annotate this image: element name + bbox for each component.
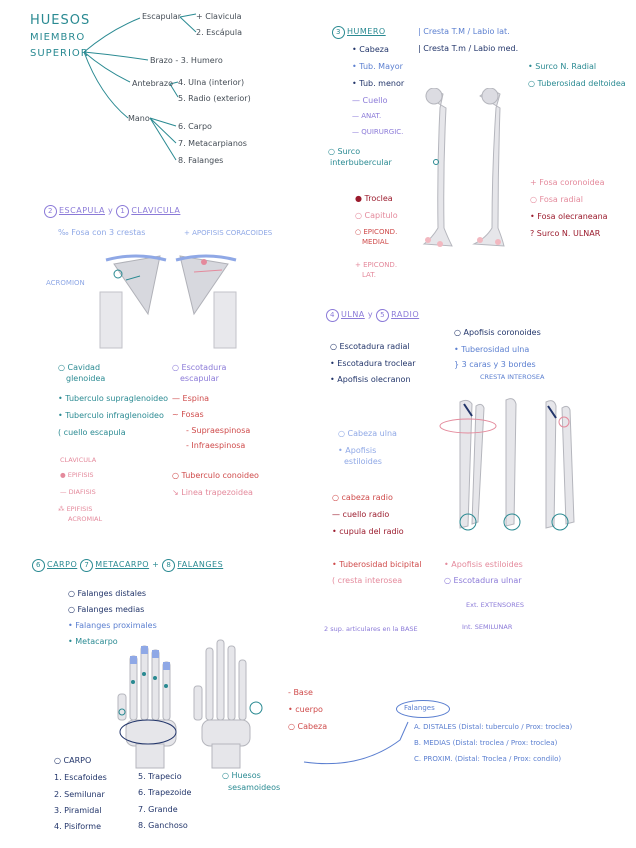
humero-surco-2: interbubercular (330, 158, 392, 167)
carpo-trapecio: 5. Trapecio (138, 772, 182, 781)
tree-antebrazo: Antebrazo (132, 79, 173, 88)
ulna-olecranon: • Apofisis olecranon (330, 375, 411, 384)
mano-falanges-medias: ○ Falanges medias (68, 605, 145, 614)
escapula-cuello: ( cuello escapula (58, 428, 126, 437)
mano-falanges-distales: ○ Falanges distales (68, 589, 147, 598)
humero-crest-med: | Cresta T.m / Labio med. (418, 44, 519, 53)
radio-art-base: 2 sup. articulares en la BASE (324, 625, 418, 633)
escapula-fosas: ~ Fosas (172, 410, 204, 419)
ulna-caras-bordes: } 3 caras y 3 bordes (454, 360, 536, 369)
humero-epicond-lat-1: + EPICOND. (355, 261, 398, 269)
escapula-acromion: ACROMION (46, 279, 85, 287)
escapula-fosa: ‰ Fosa con 3 crestas (58, 228, 146, 237)
humero-troclea: ● Troclea (355, 194, 393, 203)
radio-cabeza: ○ cabeza radio (332, 493, 393, 502)
ulna-apofisis-2: estiloides (344, 457, 382, 466)
carpo-escafoides: 1. Escafoides (54, 773, 107, 782)
humero-tub-deltoidea: ○ Tuberosidad deltoidea (528, 79, 626, 88)
falanges-proxim-detail: C. PROXIM. (Distal: Troclea / Prox: condilo) (414, 755, 562, 763)
humero-surco-1: ○ Surco (328, 147, 361, 156)
escapula-header: 2 ESCAPULA y 1 CLAVICULA (44, 205, 180, 218)
escapula-cavidad-1: ○ Cavidad (58, 363, 101, 372)
radio-escotadura-ulnar: ○ Escotadura ulnar (444, 576, 522, 585)
humero-epicond-lat-2: LAT. (362, 271, 376, 279)
mano-falanges-proximales: • Falanges proximales (68, 621, 157, 630)
tree-radio: 5. Radio (exterior) (178, 94, 251, 103)
ulna-escotadura-radial: ○ Escotadura radial (330, 342, 410, 351)
carpo-title: ○ CARPO (54, 756, 92, 765)
falanges-distales-detail: A. DISTALES (Distal: tuberculo / Prox: troclea) (414, 723, 573, 731)
tree-title-2: MIEMBRO (30, 32, 86, 43)
escapula-linea-trapezoidea: ↘ Linea trapezoidea (172, 488, 253, 497)
tree-carpo: 6. Carpo (178, 122, 212, 131)
tree-escapula: 2. Escápula (196, 28, 242, 37)
escapula-supraespinosa: - Supraespinosa (186, 426, 251, 435)
humero-item-anat: — ANAT. (352, 112, 382, 120)
humero-illustration (418, 88, 508, 252)
tree-metacarpianos: 7. Metacarpianos (178, 139, 247, 148)
humero-num: 3 (332, 26, 345, 39)
ulna-cresta: CRESTA INTEROSEA (480, 373, 545, 381)
clavicula-epifisis-1: ● EPIFISIS (60, 471, 94, 479)
carpo-grande: 7. Grande (138, 805, 178, 814)
mano-header: 6 CARPO 7 METACARPO + 8 FALANGES (32, 559, 223, 572)
escapula-escotadura-2: escapular (180, 374, 219, 383)
radio-cuello: — cuello radio (332, 510, 390, 519)
radio-apofisis-estiloides: • Apofisis estiloides (444, 560, 523, 569)
escapula-infraglenoideo: • Tuberculo infraglenoideo (58, 411, 164, 420)
humero-epicond-med-2: MEDIAL (362, 238, 389, 246)
tree-mano: Mano (128, 114, 150, 123)
radio-cupula: • cupula del radio (332, 527, 404, 536)
huesos-sesamoideos-2: sesamoideos (228, 783, 281, 792)
ulna-coronoides: ○ Apofisis coronoides (454, 328, 541, 337)
escapula-tub-conoideo: ○ Tuberculo conoideo (172, 471, 259, 480)
radio-tuberosidad-bicipital: • Tuberosidad bicipital (332, 560, 422, 569)
tree-falanges: 8. Falanges (178, 156, 224, 165)
clavicula-diafisis: — DIAFISIS (60, 488, 96, 496)
escapula-supraglenoideo: • Tuberculo supraglenoideo (58, 394, 169, 403)
escapula-illustration (96, 246, 246, 350)
mano-cuerpo: • cuerpo (288, 705, 323, 714)
escapula-escotadura-1: ○ Escotadura (172, 363, 227, 372)
humero-item-cabeza: • Cabeza (352, 45, 389, 54)
escapula-apofisis: + APOFISIS CORACOIDES (184, 229, 273, 237)
radio-art-int: Int. SEMILUNAR (462, 623, 513, 631)
tree-clavicula: + Clavicula (196, 12, 242, 21)
escapula-espina: — Espina (172, 394, 210, 403)
tree-brazo: Brazo - 3. Humero (150, 56, 223, 65)
tree-title-3: SUPERIOR (30, 48, 89, 59)
humero-item-cuello: — Cuello (352, 96, 388, 105)
humero-fosa-radial: ○ Fosa radial (530, 195, 583, 204)
humero-fosa-olecraneana: • Fosa olecraneana (530, 212, 608, 221)
humero-capitulo: ○ Capitulo (355, 211, 398, 220)
carpo-pisiforme: 4. Pisiforme (54, 822, 102, 831)
mano-base: - Base (288, 688, 313, 697)
mano-illustration (106, 636, 276, 770)
ulna-radio-header: 4 ULNA y 5 RADIO (326, 309, 419, 322)
mano-cabeza: ○ Cabeza (288, 722, 328, 731)
humero-fosa-coronoidea: + Fosa coronoidea (530, 178, 605, 187)
falanges-connector (300, 700, 420, 770)
humero-item-tub-menor: • Tub. menor (352, 79, 405, 88)
humero-crest-lat: | Cresta T.M / Labio lat. (418, 27, 510, 36)
escapula-cavidad-2: glenoidea (66, 374, 106, 383)
tree-ulna: 4. Ulna (interior) (178, 78, 245, 87)
escapula-infraespinosa: - Infraespinosa (186, 441, 246, 450)
tree-escapular: Escapular (142, 12, 182, 21)
clavicula-epifisis-2: ⁂ EPIFISIS (58, 505, 93, 513)
carpo-semilunar: 2. Semilunar (54, 790, 105, 799)
radio-art-ext: Ext. EXTENSORES (466, 601, 525, 609)
carpo-ganchoso: 8. Ganchoso (138, 821, 188, 830)
ulna-escotadura-troclear: • Escotadura troclear (330, 359, 416, 368)
humero-epicond-med-1: ○ EPICOND. (355, 228, 398, 236)
falanges-box-label: Falanges (404, 704, 435, 712)
clavicula-acromial: ACROMIAL (68, 515, 103, 523)
clavicula-label: CLAVICULA (60, 456, 97, 464)
humero-item-quir: — QUIRURGIC. (352, 128, 404, 136)
radio-cresta-interosea: ( cresta interosea (332, 576, 403, 585)
tree-title-1: HUESOS (30, 13, 91, 28)
carpo-trapezoide: 6. Trapezoide (138, 788, 192, 797)
ulna-apofisis-1: • Apofisis (338, 446, 377, 455)
humero-header (332, 26, 386, 39)
carpo-piramidal: 3. Piramidal (54, 806, 102, 815)
humero-surco-radial: • Surco N. Radial (528, 62, 597, 71)
falanges-medias-detail: B. MEDIAS (Distal: troclea / Prox: troclea) (414, 739, 558, 747)
ulna-radio-illustration (438, 396, 588, 536)
humero-title: HUMERO (347, 27, 386, 36)
ulna-cabeza: ○ Cabeza ulna (338, 429, 397, 438)
humero-surco-ulnar: ? Surco N. ULNAR (530, 229, 601, 238)
humero-item-tub-mayor: • Tub. Mayor (352, 62, 403, 71)
mano-metacarpo: • Metacarpo (68, 637, 118, 646)
huesos-sesamoideos-1: ○ Huesos (222, 771, 261, 780)
ulna-tuberosidad: • Tuberosidad ulna (454, 345, 530, 354)
